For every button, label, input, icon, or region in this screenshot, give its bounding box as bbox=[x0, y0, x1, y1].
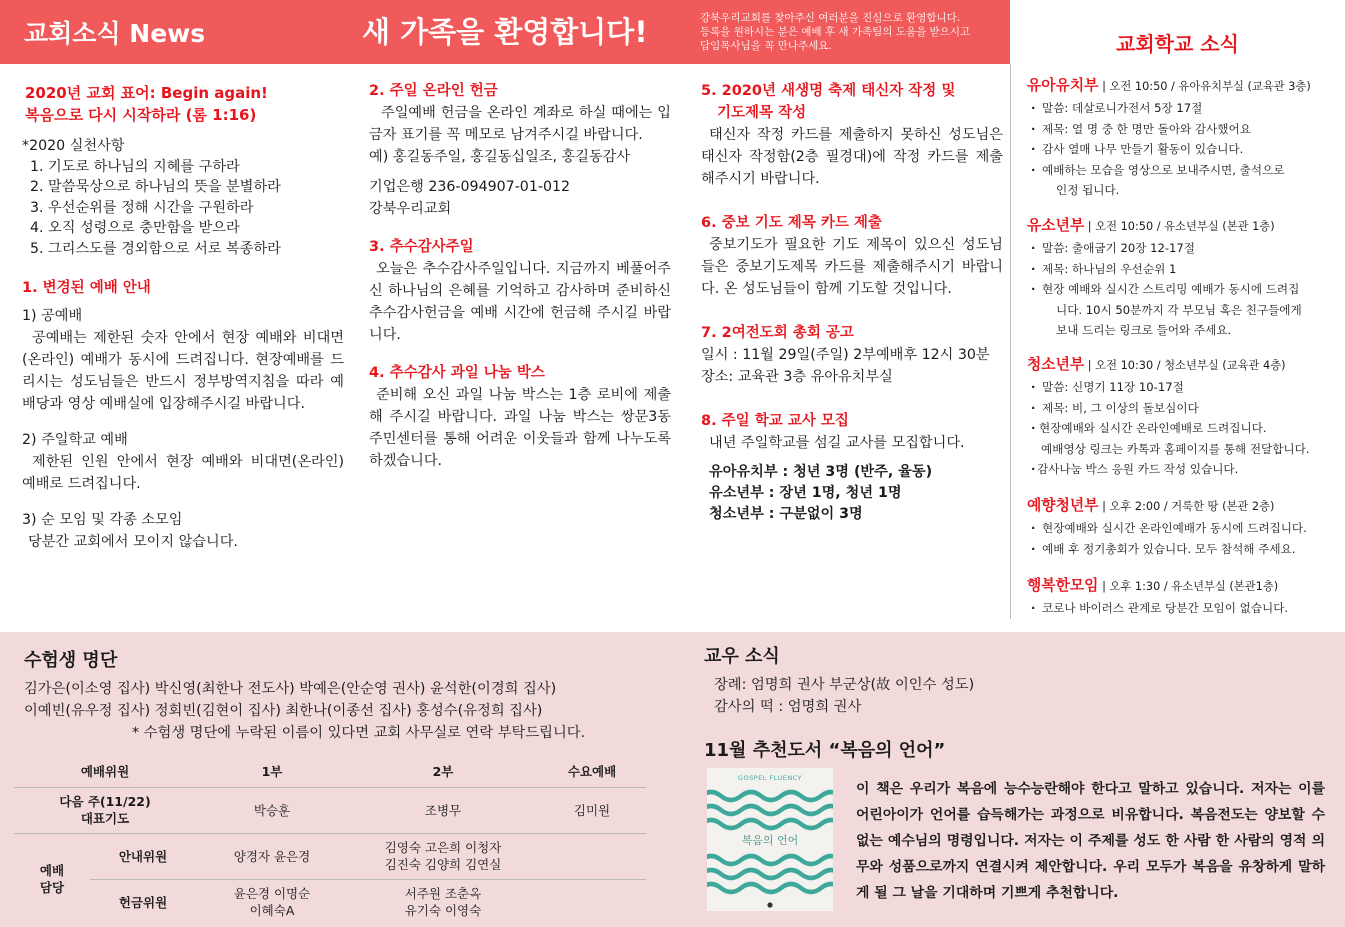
section-title: 4. 추수감사 과일 나눔 박스 bbox=[369, 365, 545, 381]
book-cover-image bbox=[707, 768, 833, 911]
school-item: · 말씀: 데살로니가전서 5장 17절 bbox=[1027, 98, 1339, 119]
section-body: 주일예배 헌금을 온라인 계좌로 하실 때에는 입금자 표기를 꼭 메모로 남겨주시길 바랍니다. bbox=[369, 105, 671, 143]
students-note: * 수험생 명단에 누락된 이름이 있다면 교회 사무실로 연락 부탁드립니다. bbox=[132, 725, 586, 741]
table-cell: 박승훈 bbox=[196, 787, 348, 833]
school-group bbox=[1027, 495, 1339, 559]
welcome-message: 강북우리교회를 찾아주신 여러분을 진심으로 환영합니다. 등록을 원하시는 분은 예배 후 새 가족팀의 도움을 받으시고 담임목사님을 꼭 만나주세요. bbox=[700, 12, 971, 52]
table-cell: 서주원 조춘옥 유기숙 이영숙 bbox=[404, 886, 482, 919]
students-title: 수험생 명단 bbox=[24, 650, 118, 671]
row-group-label: 예배 담당 bbox=[39, 863, 65, 896]
section-title: 8. 주일 학교 교사 모집 bbox=[701, 413, 849, 429]
teacher-list bbox=[701, 462, 1003, 525]
section-body: 공예배는 제한된 숫자 안에서 현장 예배와 비대면(온라인) 예배가 동시에 드려집니다. 현장예배를 드리시는 성도님들은 반드시 정부방역지침을 따라 예배당과 영상 예배실에 입장해주시길 바랍니다. bbox=[22, 330, 344, 412]
section-body: 내년 주일학교를 섬길 교사를 모집합니다. bbox=[709, 435, 965, 451]
school-group bbox=[1027, 215, 1339, 341]
table-row bbox=[14, 787, 646, 833]
table-header: 2부 bbox=[348, 757, 538, 787]
motto-line-2: 복음으로 다시 시작하라 (롬 1:16) bbox=[25, 106, 257, 124]
practice-item: 5. 그리스도를 경외함으로 서로 복종하라 bbox=[30, 240, 281, 257]
practice-list bbox=[22, 157, 344, 260]
students-line: 이예빈(유우정 집사) 정회빈(김현이 집사) 최한나(이종선 집사) 홍성수(유정희 집사) bbox=[24, 703, 543, 719]
school-item: · 현장 예배와 실시간 스트리밍 예배가 동시에 드려집 bbox=[1027, 279, 1339, 300]
school-item: · 말씀: 출애굽기 20장 12-17절 bbox=[1027, 238, 1339, 259]
bank-holder: 강북우리교회 bbox=[369, 201, 452, 217]
table-cell: 김미원 bbox=[538, 787, 646, 833]
row-label: 다음 주(11/22) 대표기도 bbox=[14, 787, 196, 833]
table-row bbox=[14, 879, 646, 925]
motto-line-1: 2020년 교회 표어: Begin again! bbox=[25, 84, 268, 102]
worship-duty-table bbox=[14, 757, 646, 925]
table-cell bbox=[538, 833, 646, 879]
school-group-name: 청소년부 bbox=[1027, 356, 1085, 373]
section-body: 중보기도가 필요한 기도 제목이 있으신 성도님들은 중보기도제목 카드를 제출해주시기 바랍니다. 온 성도님들이 함께 기도할 것입니다. bbox=[701, 237, 1003, 297]
school-item: 니다. 10시 50분까지 각 부모님 혹은 친구들에게 bbox=[1056, 302, 1302, 317]
school-group-name: 예향청년부 bbox=[1027, 497, 1099, 514]
subsection-title: 2) 주일학교 예배 bbox=[22, 432, 128, 448]
teacher-item: 청소년부 : 구분없이 3명 bbox=[709, 506, 863, 522]
column-divider bbox=[1010, 64, 1011, 619]
school-item: · 말씀: 신명기 11장 10-17절 bbox=[1027, 377, 1339, 398]
practice-item: 1. 기도로 하나님의 지혜를 구하라 bbox=[30, 158, 240, 175]
school-item: 인정 됩니다. bbox=[1056, 183, 1120, 197]
school-group-name: 유아유치부 bbox=[1027, 77, 1099, 94]
school-group-items bbox=[1027, 518, 1339, 559]
section-title: 1. 변경된 예배 안내 bbox=[22, 280, 151, 296]
alumni-item: 감사의 떡 : 엄명희 권사 bbox=[714, 699, 862, 715]
table-cell bbox=[538, 879, 646, 925]
school-item: · 현장예배와 실시간 온라인예배로 드려집니다. bbox=[1027, 418, 1339, 439]
section-title: 2. 주일 온라인 헌금 bbox=[369, 83, 498, 99]
school-group-items bbox=[1027, 377, 1339, 480]
bank-account: 기업은행 236-094907-01-012 bbox=[369, 179, 571, 195]
school-group-info: | 오전 10:50 / 유아유치부실 (교육관 3층) bbox=[1102, 80, 1311, 93]
meeting-place: 장소: 교육관 3층 유아유치부실 bbox=[701, 369, 893, 385]
section-title: 3. 추수감사주일 bbox=[369, 239, 474, 255]
alumni-news bbox=[704, 646, 974, 718]
section-title: 6. 중보 기도 제목 카드 제출 bbox=[701, 215, 882, 231]
school-item: 예배영상 링크는 카톡과 홈페이지를 통해 전달합니다. bbox=[1041, 441, 1310, 456]
school-group bbox=[1027, 354, 1339, 480]
teacher-item: 유아유치부 : 청년 3명 (반주, 율동) bbox=[709, 464, 933, 480]
section-body: 당분간 교회에서 모이지 않습니다. bbox=[28, 534, 238, 550]
table-cell: 윤은경 이명순 이혜숙A bbox=[233, 886, 311, 919]
practice-title: *2020 실천사항 bbox=[22, 138, 125, 154]
school-group-name: 유소년부 bbox=[1027, 217, 1085, 234]
news-column-3 bbox=[701, 80, 1003, 525]
table-row bbox=[14, 833, 646, 879]
school-group-info: | 오후 1:30 / 유소년부실 (본관1층) bbox=[1102, 580, 1279, 593]
students-line: 김가은(이소영 집사) 박신영(최한나 전도사) 박예은(안순영 권사) 윤석한(이경희 집사) bbox=[24, 681, 557, 697]
school-group-info: | 오전 10:50 / 유소년부실 (본관 1층) bbox=[1087, 220, 1275, 233]
section-body: 준비해 오신 과일 나눔 박스는 1층 로비에 제출해 주시길 바랍니다. 과일 나눔 박스는 쌍문3동 주민센터를 통해 어려운 이웃들과 함께 나누도록 하겠습니다. bbox=[369, 387, 671, 469]
teacher-item: 유소년부 : 장년 1명, 청년 1명 bbox=[709, 485, 902, 501]
welcome-title: 새 가족을 환영합니다! bbox=[362, 15, 648, 49]
school-news-title: 교회학교 소식 bbox=[1116, 32, 1239, 56]
meeting-time: 일시 : 11월 29일(주일) 2부예배후 12시 30분 bbox=[701, 347, 990, 363]
school-group-name: 행복한모임 bbox=[1027, 577, 1099, 594]
school-item: · 감사 열매 나무 만들기 활동이 있습니다. bbox=[1027, 139, 1339, 160]
school-group-info: | 오후 2:00 / 거룩한 땅 (본관 2층) bbox=[1102, 500, 1275, 513]
table-header: 예배위원 bbox=[14, 757, 196, 787]
book-title: 11월 추천도서 “복음의 언어” bbox=[704, 740, 946, 761]
row-label: 헌금위원 bbox=[118, 894, 168, 910]
school-item: · 감사나눔 박스 응원 카드 작성 있습니다. bbox=[1027, 459, 1339, 480]
school-item: · 제목: 열 명 중 한 명만 돌아와 감사했어요 bbox=[1027, 119, 1339, 140]
school-group bbox=[1027, 75, 1339, 201]
practice-item: 4. 오직 성령으로 충만함을 받으라 bbox=[30, 220, 240, 236]
school-group-info: | 오전 10:30 / 청소년부실 (교육관 4층) bbox=[1087, 359, 1286, 372]
students-list bbox=[24, 678, 585, 744]
alumni-item: 장례: 엄명희 권사 부군상(故 이인수 성도) bbox=[714, 677, 975, 693]
section-body: 제한된 인원 안에서 현장 예배와 비대면(온라인) 예배로 드려집니다. bbox=[22, 454, 344, 492]
school-item: · 제목: 비, 그 이상의 돌보심이다 bbox=[1027, 398, 1339, 419]
page-title: 교회소식 News bbox=[24, 19, 206, 48]
table-cell: 양경자 윤은경 bbox=[196, 833, 348, 879]
school-group-items bbox=[1027, 238, 1339, 341]
school-item: · 제목: 하나님의 우선순위 1 bbox=[1027, 259, 1339, 280]
school-item: · 현장예배와 실시간 온라인예배가 동시에 드려집니다. bbox=[1027, 518, 1339, 539]
school-item: 보내 드리는 링크로 들어와 주세요. bbox=[1056, 323, 1232, 337]
section-title: 5. 2020년 새생명 축제 태신자 작정 및 bbox=[701, 83, 956, 99]
book-description: 이 책은 우리가 복음에 능수능란해야 한다고 말하고 있습니다. 저자는 이를 어린아이가 언어를 습득해가는 과정으로 비유합니다. 복음전도는 양보할 수 없는 예수님의 명령입니다. 저자는 이 주제를 성도 한 사람 한 사람의 영적 의무와 성품으로까지 연결시켜 제안합니다. 우리 모두가 복음을 유창하게 말하게 될 그 날을 기대하며 기쁘게 추천합니다. bbox=[856, 781, 1325, 901]
book-cover-top: GOSPEL FLUENCY bbox=[737, 774, 803, 782]
row-label: 안내위원 bbox=[90, 833, 196, 879]
book-cover-title: 복음의 언어 bbox=[741, 834, 799, 847]
section-title: 기도제목 작성 bbox=[717, 105, 807, 121]
school-group-items bbox=[1027, 98, 1339, 201]
school-item: · 코로나 바이러스 관계로 당분간 모임이 없습니다. bbox=[1027, 598, 1339, 619]
practice-item: 2. 말씀묵상으로 하나님의 뜻을 분별하라 bbox=[30, 179, 281, 195]
table-header: 수요예배 bbox=[538, 757, 646, 787]
example-text: 예) 홍길동주일, 홍길동십일조, 홍길동감사 bbox=[369, 149, 631, 165]
school-group bbox=[1027, 575, 1339, 619]
alumni-title: 교우 소식 bbox=[704, 646, 780, 667]
table-cell: 김영숙 고은희 이청자 김진숙 김양희 김연실 bbox=[348, 833, 538, 879]
table-header: 1부 bbox=[196, 757, 348, 787]
table-cell: 조병무 bbox=[348, 787, 538, 833]
school-group-items bbox=[1027, 598, 1339, 619]
news-column-1 bbox=[22, 82, 344, 553]
section-body: 태신자 작정 카드를 제출하지 못하신 성도님은 태신자 작정함(2층 필경대)에 작정 카드를 제출해주시기 바랍니다. bbox=[701, 127, 1003, 187]
school-item: · 예배하는 모습을 영상으로 보내주시면, 출석으로 bbox=[1027, 160, 1339, 181]
subsection-title: 1) 공예배 bbox=[22, 308, 83, 324]
practice-item: 3. 우선순위를 정해 시간을 구원하라 bbox=[30, 199, 254, 216]
school-item: · 예배 후 정기총회가 있습니다. 모두 참석해 주세요. bbox=[1027, 539, 1339, 560]
subsection-title: 3) 순 모임 및 각종 소모임 bbox=[22, 512, 183, 528]
section-body: 오늘은 추수감사주일입니다. 지금까지 베풀어주신 하나님의 은혜를 기억하고 감사하며 준비하신 추수감사헌금을 예배 시간에 헌금해 주시길 바랍니다. bbox=[369, 261, 671, 343]
section-title: 7. 2여전도회 총회 공고 bbox=[701, 325, 854, 341]
news-column-2 bbox=[369, 80, 671, 472]
table-header-row bbox=[14, 757, 646, 787]
